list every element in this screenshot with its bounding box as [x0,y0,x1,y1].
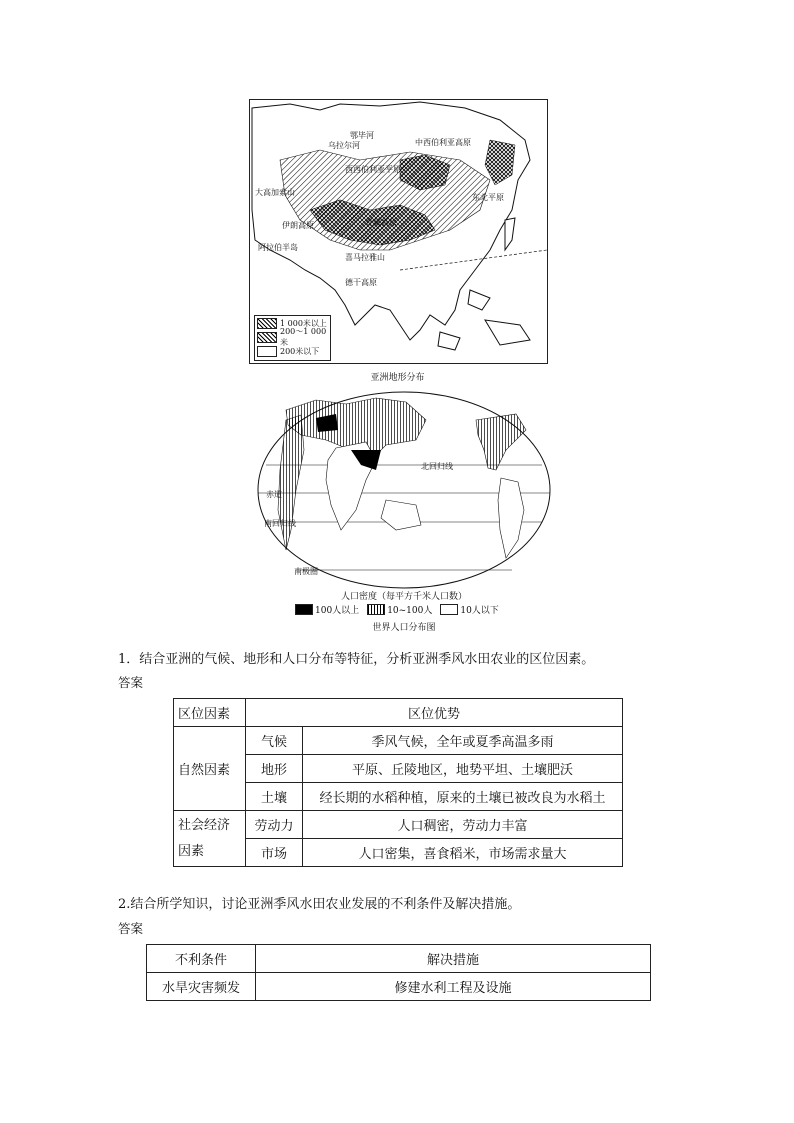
map2-label-tropic-s: 南回归线 [264,519,296,528]
map2-legend-sparse [440,603,498,616]
table-row [174,811,623,839]
legend-label-high: 1 000米以上 [280,318,327,328]
map1-label-ne-plain: 东北平原 [472,193,504,202]
legend-swatch-high [257,318,277,329]
legend-swatch-low [257,346,277,357]
legend-swatch-mid [257,332,277,343]
table-row [174,727,623,755]
map1-legend-row-low [255,344,330,358]
map1-label-caucasus: 大高加索山 [255,188,295,197]
map2-caption: 世界人口分布图 [372,623,436,633]
factor-cell: 土壤 [246,783,303,811]
legend-label-medium: 10~100人 [387,606,433,616]
group-socio-line2: 因素 [178,843,205,859]
legend-label-sparse: 10人以下 [460,606,499,616]
legend-swatch-medium [367,604,385,615]
question-2: 2.结合所学知识，讨论亚洲季风水田农业发展的不利条件及解决措施。 [118,897,521,912]
map1-label-deccan: 德干高原 [345,278,377,287]
world-population-map [256,390,552,590]
answer-label-2: 答案 [118,921,144,936]
group-socioeconomic [174,811,246,867]
condition-cell: 水旱灾害频发 [147,973,256,1001]
legend-label-low: 200米以下 [280,346,320,356]
map1-label-iran: 伊朗高原 [282,221,314,230]
factor-cell: 地形 [246,755,303,783]
legend-swatch-dense [295,604,313,615]
factor-cell: 市场 [246,839,303,867]
advantage-cell: 平原、丘陵地区，地势平坦、土壤肥沃 [303,755,623,783]
map2-legend-mid [367,603,432,616]
table-row [174,699,623,727]
table-row [147,945,651,973]
map1-label-tibet: 青藏高原 [365,218,397,227]
table-row [147,973,651,1001]
map2-label-tropic-n: 北回归线 [421,462,453,471]
answer-table-1 [173,698,623,867]
map2-label-equator: 赤道 [266,490,282,499]
map1-caption: 亚洲地形分布 [370,373,425,383]
map1-label-arabia: 阿拉伯半岛 [258,243,298,252]
table-header-measure: 解决措施 [256,945,651,973]
factor-cell: 气候 [246,727,303,755]
world-map-graphic [256,390,552,590]
group-natural: 自然因素 [174,727,246,811]
answer-table-2 [146,944,651,1001]
map1-label-w-siberia: 西西伯利亚平原 [345,165,401,174]
legend-swatch-sparse [440,604,458,615]
map1-label-himalaya: 喜马拉雅山 [345,253,385,262]
map1-label-ob: 鄂毕河 [350,131,374,140]
map1-legend-row-mid [255,327,330,347]
factor-cell: 劳动力 [246,811,303,839]
advantage-cell: 经长期的水稻种植，原来的土壤已被改良为水稻土 [303,783,623,811]
measure-cell: 修建水利工程及设施 [256,973,651,1001]
advantage-cell: 季风气候，全年或夏季高温多雨 [303,727,623,755]
advantage-cell: 人口密集，喜食稻米，市场需求量大 [303,839,623,867]
legend-label-dense: 100人以上 [315,606,360,616]
map2-legend-title: 人口密度（每平方千米人口数） [340,592,467,602]
map1-label-c-siberia: 中西伯利亚高原 [415,138,471,147]
map1-legend [254,315,331,361]
legend-label-mid: 200～1 000米 [280,327,327,347]
advantage-cell: 人口稠密，劳动力丰富 [303,811,623,839]
table-header-condition: 不利条件 [147,945,256,973]
table-header-factor: 区位因素 [174,699,246,727]
map1-label-ural: 乌拉尔河 [328,141,360,150]
answer-label-1: 答案 [118,675,144,690]
table-header-advantage: 区位优势 [246,699,623,727]
map2-legend-dense [295,603,359,616]
map2-label-polar-s: 南极圈 [294,567,318,576]
group-socio-line1: 社会经济 [178,817,231,833]
map2-legend [295,603,507,616]
question-1: 1．结合亚洲的气候、地形和人口分布等特征，分析亚洲季风水田农业的区位因素。 [118,652,595,667]
